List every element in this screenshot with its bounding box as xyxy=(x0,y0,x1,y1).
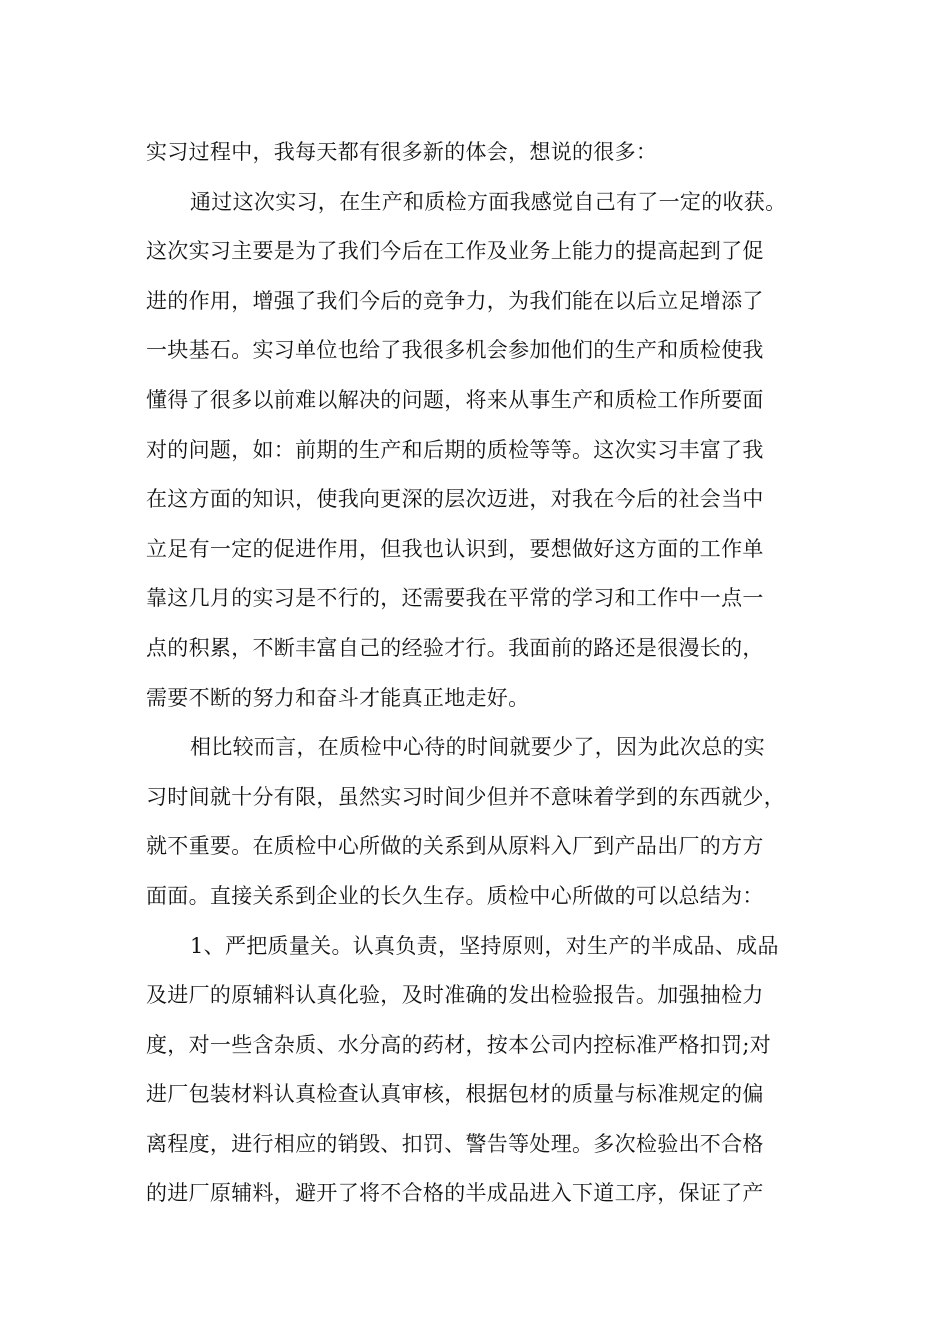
text-line: 需要不断的努力和奋斗才能真正地走好。 xyxy=(146,685,530,710)
text-line: 懂得了很多以前难以解决的问题，将来从事生产和质检工作所要面 xyxy=(146,387,764,412)
text-line: 习时间就十分有限，虽然实习时间少但并不意味着学到的东西就少， xyxy=(146,784,785,809)
text-line: 离程度，进行相应的销毁、扣罚、警告等处理。多次检验出不合格 xyxy=(146,1131,764,1156)
text-line: 的进厂原辅料，避开了将不合格的半成品进入下道工序，保证了产 xyxy=(146,1181,764,1206)
text-line: 进的作用，增强了我们今后的竞争力，为我们能在以后立足增添了 xyxy=(146,288,764,313)
text-line: 这次实习主要是为了我们今后在工作及业务上能力的提高起到了促 xyxy=(146,239,764,264)
body-text xyxy=(146,128,826,1219)
text-line: 就不重要。在质检中心所做的关系到从原料入厂到产品出厂的方方 xyxy=(146,834,764,859)
text-line: 点的积累，不断丰富自己的经验才行。我面前的路还是很漫长的， xyxy=(146,635,764,660)
text-line: 进厂包装材料认真检查认真审核，根据包材的质量与标准规定的偏 xyxy=(146,1082,764,1107)
text-line: 及进厂的原辅料认真化验，及时准确的发出检验报告。加强抽检力 xyxy=(146,983,764,1008)
paragraph-first-line: 通过这次实习，在生产和质检方面我感觉自己有了一定的收获。 xyxy=(190,189,787,214)
text-line: 面面。直接关系到企业的长久生存。质检中心所做的可以总结为： xyxy=(146,883,764,908)
paragraph-first-line: 相比较而言，在质检中心待的时间就要少了，因为此次总的实 xyxy=(190,735,766,760)
text-line: 对的问题，如：前期的生产和后期的质检等等。这次实习丰富了我 xyxy=(146,437,764,462)
text-line: 度，对一些含杂质、水分高的药材，按本公司内控标准严格扣罚;对 xyxy=(146,1032,772,1057)
text-line: 在这方面的知识，使我向更深的层次迈进，对我在今后的社会当中 xyxy=(146,487,764,512)
text-line: 一块基石。实习单位也给了我很多机会参加他们的生产和质检使我 xyxy=(146,338,764,363)
text-line: 实习过程中，我每天都有很多新的体会，想说的很多： xyxy=(146,140,658,164)
text-line: 靠这几月的实习是不行的，还需要我在平常的学习和工作中一点一 xyxy=(146,586,764,611)
text-line: 立足有一定的促进作用，但我也认识到，要想做好这方面的工作单 xyxy=(146,536,764,561)
paragraph-first-line: 1、严把质量关。认真负责，坚持原则，对生产的半成品、成品 xyxy=(190,933,779,958)
